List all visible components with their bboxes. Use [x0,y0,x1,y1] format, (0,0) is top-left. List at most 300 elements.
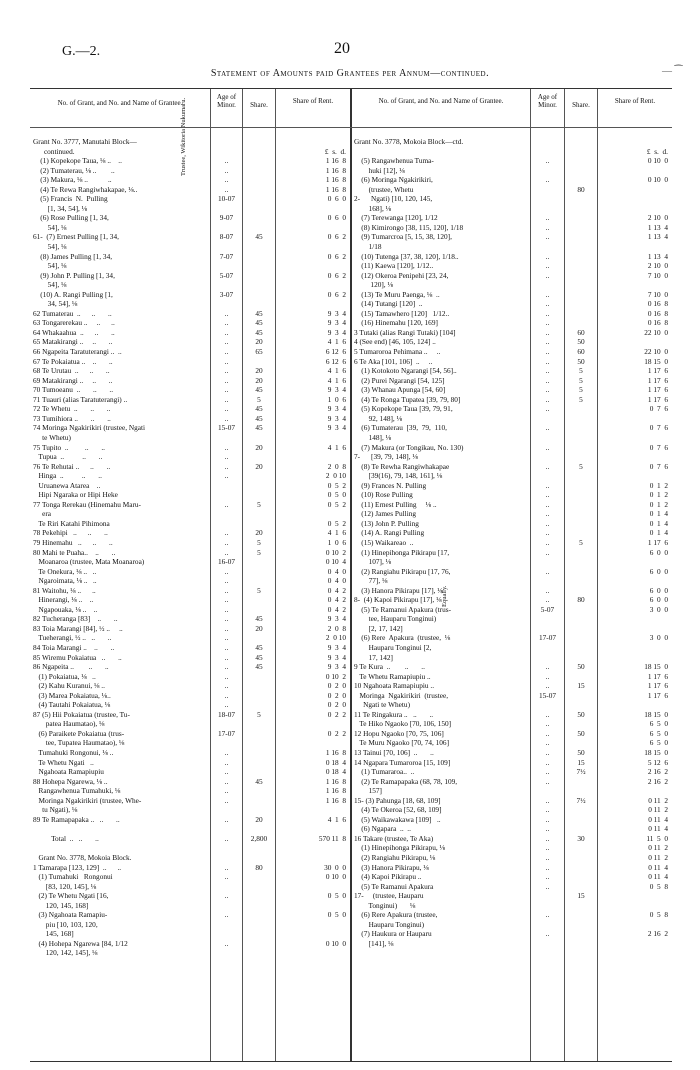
right-rent-cell [598,624,668,634]
left-share-cell: 5 [257,394,261,404]
right-rent-cell: 2 16 2 [647,929,668,939]
left-age-cell: .. [224,175,229,185]
left-rent-cell: 0 2 2 [327,728,346,738]
left-rent-cell: 1 0 6 [327,394,346,404]
right-name-cell: [141], ⅛ [354,938,394,948]
right-name-cell: (5) Waikawakawa [109] .. [354,814,441,824]
page-title: Statement of Amounts paid Grantees per Annum—continued. [210,68,490,79]
right-rent-cell: 6 5 0 [649,728,668,738]
right-name-cell: 7- [39, 79, 148], ⅛ [354,452,418,462]
left-share-cell [243,767,275,777]
left-age-cell: .. [224,366,229,376]
left-age-cell: .. [224,547,229,557]
left-age-cell: .. [224,184,229,194]
right-share-cell: 50 [577,356,585,366]
left-age-cell [211,433,242,443]
right-share-cell [565,271,597,281]
right-rent-cell: 6 0 0 [649,595,668,605]
right-age-cell: .. [545,757,550,767]
left-rent-cell: 0 2 0 [327,690,346,700]
right-age-cell: .. [545,289,550,299]
left-name-cell: piu [10, 103, 120, [33,919,98,929]
right-share-cell [565,490,597,500]
right-share-cell [565,309,597,319]
left-rent-cell: 9 3 4 [327,308,346,318]
left-rent-cell: 1 16 8 [325,175,346,185]
right-share-cell [565,261,597,271]
right-share-cell [565,528,597,538]
left-rent-cell: 6 12 6 [325,356,346,366]
right-age-cell: .. [545,509,550,519]
right-share-cell [565,471,597,481]
left-age-cell [211,805,242,815]
left-rent-cell: 0 18 4 [325,757,346,767]
right-age-cell: .. [545,356,550,366]
col-header-grant: No. of Grant, and No. and Name of Grantee. [57,99,183,107]
left-rent-cell: 0 6 2 [327,289,346,299]
left-share-cell [243,194,275,204]
right-age-cell: .. [545,824,550,834]
right-share-cell [565,567,597,577]
vertical-label-equally: Equally. [441,585,448,607]
right-rent-cell: 6 0 0 [649,547,668,557]
left-name-cell: (8) James Pulling [1, 34, [33,251,113,261]
left-name-cell: patea Haumatao), ⅛ [33,719,105,729]
left-name-cell: 62 Tumaterau .. .. .. [33,308,112,318]
right-share-cell: 50 [577,728,585,738]
left-age-cell [211,147,242,157]
left-rent-cell: 0 6 2 [327,251,346,261]
left-share-cell [243,280,275,290]
left-name-cell: tee, Tupatea Haumatao), ⅛ [33,738,125,748]
left-share-cell [243,758,275,768]
right-share-cell [565,414,597,424]
left-rent-cell: 0 5 2 [327,518,346,528]
left-age-cell: .. [224,623,229,633]
right-name-cell [354,147,530,157]
left-age-cell [211,882,242,892]
left-name-cell [33,843,209,853]
right-share-cell [565,815,597,825]
left-share-cell [243,299,275,309]
right-age-cell [531,471,564,481]
right-share-cell [565,633,597,643]
left-rent-cell [276,901,346,911]
left-name-cell: 89 Te Ramapapaka .. .. .. [33,814,120,824]
right-share-cell: 5 [579,366,583,376]
right-age-cell [531,920,564,930]
right-age-cell: .. [545,709,550,719]
right-share-cell [565,576,597,586]
right-age-cell [531,242,564,252]
left-age-cell: 5-07 [219,270,234,280]
left-share-cell: 45 [255,385,263,395]
right-rent-cell: 0 11 2 [648,805,668,815]
right-name-cell: Grant No. 3778, Mokoia Block—ctd. [354,137,464,146]
right-name-cell: 107], ⅛ [354,557,392,567]
left-name-cell: 75 Tupito .. .. .. [33,442,105,452]
right-name-cell: 168], ⅛ [354,203,392,213]
right-share-cell [565,509,597,519]
right-rent-cell: 0 1 4 [649,528,668,538]
right-name-cell: (7) Terewanga [120], 1/12 [354,213,438,223]
header-rule [30,127,672,128]
left-name-cell: (10) A. Rangi Pulling [1, [33,289,113,299]
left-rent-cell [276,223,346,233]
left-share-cell: 45 [255,614,263,624]
right-age-cell [531,700,564,710]
right-name-cell: (5) Kopekope Taua [39, 79, 91, [354,404,453,414]
left-age-cell [211,948,242,958]
left-share-cell: 20 [255,442,263,452]
left-rent-cell: 0 2 0 [327,681,346,691]
right-age-cell: .. [545,299,550,309]
left-share-cell [243,204,275,214]
left-share-cell [243,843,275,853]
left-name-cell: (5) Francis N. Pulling [33,194,108,204]
left-age-cell: .. [224,442,229,452]
left-name-cell: Grant No. 3778, Mokoia Block. [33,853,132,863]
right-share-cell: 30 [577,833,585,843]
left-age-cell [211,137,242,147]
right-share-cell [565,824,597,834]
right-share-cell: 7½ [576,795,586,805]
right-name-cell: [2, 17, 142] [354,623,403,633]
left-name-cell: continued. [33,146,75,156]
right-rent-cell: 3 0 0 [649,604,668,614]
left-age-cell: .. [224,604,229,614]
left-rent-cell: 1 16 8 [325,156,346,166]
left-age-cell: 7-07 [219,251,234,261]
left-rent-cell [276,433,346,443]
left-age-cell: .. [224,318,229,328]
left-share-cell [243,166,275,176]
left-age-cell: .. [224,652,229,662]
right-age-cell: .. [545,308,550,318]
left-share-cell [243,920,275,930]
right-share-cell [565,290,597,300]
left-name-cell: 120, 142, 145], ⅛ [33,948,98,958]
left-age-cell: .. [224,748,229,757]
right-name-cell: (15) Waikareao .. [354,537,414,547]
left-share-cell: 2,800 [250,833,268,843]
right-rent-cell: 2 10 0 [647,213,668,223]
right-age-cell: .. [545,318,550,328]
left-name-cell: Ngaroimata, ⅛ .. .. [33,576,97,586]
right-age-cell [531,901,564,911]
left-rent-cell: 0 2 0 [327,700,346,710]
left-name-cell: te Whetu) [33,432,71,442]
right-share-cell [565,548,597,558]
right-name-cell: 3 Tutaki (alias Rangi Tutaki) [104] [354,327,456,337]
right-name-cell: (6) Rere Apakura (trustee, [354,910,438,920]
right-age-cell: .. [545,814,550,824]
left-rent-cell: 1 16 8 [325,776,346,786]
left-age-cell: .. [224,404,229,414]
left-name-cell: (1) Tumahuki Rongonui [33,872,113,882]
left-name-cell: 79 Hinemahu .. .. .. [33,537,113,547]
left-name-cell: 76 Te Rehutai .. .. .. [33,461,111,471]
right-age-cell: .. [545,518,550,528]
left-share-cell: 45 [255,662,263,672]
left-rent-cell: 1 16 8 [325,165,346,175]
right-age-cell: .. [545,776,550,786]
right-rent-cell [598,643,668,653]
right-rent-cell: 0 16 8 [647,308,668,318]
left-age-cell: .. [224,776,229,786]
left-age-cell: .. [224,528,229,538]
right-rent-cell: 6 0 0 [649,566,668,576]
right-name-cell: (2) Te Ramapapaka (68, 78, 109, [354,776,458,786]
right-age-cell: .. [545,566,550,576]
left-share-cell [243,872,275,882]
left-age-cell: .. [224,337,229,347]
left-rent-cell [276,452,346,462]
left-rent-cell [276,299,346,309]
right-share-cell [565,318,597,328]
right-age-cell: 5-07 [540,604,555,614]
left-share-cell [243,824,275,834]
left-rent-cell: 4 1 6 [327,366,346,376]
left-share-cell [243,213,275,223]
left-age-cell [211,490,242,500]
left-name-cell: (3) Makura, ⅛ .. .. [33,175,112,185]
right-name-cell: Ngati te Whetu) [354,700,410,710]
left-age-cell: .. [224,757,229,767]
right-rent-cell: 1 17 6 [647,366,668,376]
left-rent-cell: 0 6 0 [327,194,346,204]
right-share-cell [565,194,597,204]
left-age-cell [211,509,242,519]
left-rent-cell: 4 1 6 [327,814,346,824]
left-name-cell: 72 Te Whetu .. .. .. [33,404,111,414]
left-name-cell: 70 Tumoeanu .. .. .. [33,385,114,395]
right-age-cell: .. [545,833,550,843]
left-share-cell [243,729,275,739]
right-rent-cell: 5 12 6 [647,757,668,767]
right-age-cell: .. [545,222,550,232]
right-name-cell: 9 Te Kura .. .. .. [354,662,425,672]
left-rent-cell: 0 10 0 [325,938,346,948]
right-rent-cell [598,576,668,586]
left-rent-cell [276,509,346,519]
right-age-cell: .. [545,929,550,939]
left-share-cell: 65 [255,347,263,357]
right-age-cell [531,452,564,462]
left-age-cell: .. [224,814,229,824]
right-rent-cell: 18 15 0 [644,662,668,672]
right-share-cell: 5 [579,385,583,395]
left-age-cell: 9-07 [219,213,234,223]
left-age-cell: .. [224,537,229,547]
left-rent-cell: 0 10 2 [325,547,346,557]
left-share-cell [243,691,275,701]
left-share-cell: 20 [255,623,263,633]
right-share-cell [565,853,597,863]
right-rent-cell: 0 7 6 [649,423,668,433]
right-rent-cell: 0 1 2 [649,490,668,500]
right-rent-cell [598,185,668,195]
right-name-cell: (3) Hanora Pikirapu, ⅛ [354,862,429,872]
right-name-cell: (5) Te Ramanui Apakura [354,881,434,891]
left-share-cell: 5 [257,547,261,557]
left-rent-cell: 9 3 4 [327,327,346,337]
left-name-cell: Te Riri Katahi Pihimona [33,518,110,528]
left-share-cell [243,576,275,586]
right-age-cell: .. [545,767,550,777]
right-age-cell: .. [545,385,550,395]
right-rent-cell: 1 17 6 [647,537,668,547]
left-name-cell: (4) Te Rewa Rangiwhakapae, ⅛.. [33,184,138,194]
left-name-cell: [83, 120, 145], ⅛ [33,881,97,891]
right-rent-cell: 3 0 0 [649,633,668,643]
left-name-cell: 61- (7) Ernest Pulling [1, 34, [33,232,119,242]
left-share-column [243,137,275,958]
right-age-cell: .. [545,490,550,500]
left-age-cell [211,738,242,748]
left-rent-cell [276,929,346,939]
right-name-cell: Moringa Ngakirikiri (trustee, [354,690,449,700]
right-age-cell [531,939,564,949]
right-share-cell [565,500,597,510]
left-age-cell: .. [224,375,229,385]
left-rent-cell: 2 0 8 [327,623,346,633]
right-rent-cell: 0 1 4 [649,509,668,519]
right-share-cell [565,643,597,653]
right-rent-cell: 0 11 2 [648,795,668,805]
col-header-grant: No. of Grant, and No. and Name of Grantee. [378,97,504,105]
right-age-cell [531,185,564,195]
right-name-cell: Hauparu Tonginui) [354,919,425,929]
right-age-cell: .. [545,423,550,433]
left-name-cell: Hipi Ngaraka or Hipi Heke [33,490,118,500]
left-name-cell: 73 Tumihiora .. .. .. [33,413,111,423]
left-age-cell: .. [224,413,229,423]
left-age-cell: .. [224,576,229,586]
right-share-cell [565,920,597,930]
left-rent-cell [276,280,346,290]
right-rent-column [598,137,668,948]
right-age-cell: .. [545,537,550,547]
doc-ref: G.—2. [62,44,101,59]
right-share-cell [565,423,597,433]
left-age-cell: .. [224,385,229,395]
left-rent-cell: 9 3 4 [327,662,346,672]
left-rent-cell: 0 5 2 [327,499,346,509]
right-name-cell: 148], ⅛ [354,432,392,442]
left-name-cell: (3) Marea Pokaiatua, ⅛.. [33,690,111,700]
right-age-cell: .. [545,499,550,509]
right-share-cell: 5 [579,461,583,471]
left-name-cell: 54], ⅛ [33,242,67,252]
left-share-cell: 5 [257,585,261,595]
left-rent-cell: 2 0 10 [325,471,346,481]
left-name-cell: (1) Kopekope Taua, ⅛ .. .. [33,156,122,166]
right-share-cell: 5 [579,537,583,547]
left-name-cell: 81 Waitohu, ⅛ .. .. [33,585,96,595]
left-share-cell: 45 [255,423,263,433]
left-share-cell [243,175,275,185]
left-age-column [211,137,242,958]
left-name-cell: (2) Kahu Kuranui, ⅛ .. [33,681,105,691]
right-name-cell: (trustee, Whetu [354,184,414,194]
right-name-cell: (13) John P. Pulling [354,518,419,528]
right-share-cell: 60 [577,347,585,357]
left-age-cell: .. [224,595,229,605]
right-name-cell: (6) Rere Apakura (trustee, ⅛ [354,633,451,643]
right-rent-cell: 1 13 4 [647,232,668,242]
right-rent-cell: 0 5 8 [649,910,668,920]
left-share-cell [243,357,275,367]
left-share-cell [243,185,275,195]
right-share-cell [565,166,597,176]
left-age-cell: .. [224,452,229,462]
right-age-cell: .. [545,404,550,414]
left-name-cell: 145, 168] [33,929,74,939]
right-age-cell [531,147,564,157]
left-name-cell: Hinerangi, ⅛ .. .. [33,595,94,605]
right-name-cell: (12) Okeroa Penipehi [23, 24, [354,270,449,280]
right-share-cell [565,805,597,815]
left-share-cell [243,242,275,252]
statement-table [30,88,672,1062]
right-share-cell [565,939,597,949]
left-rent-cell: 0 5 0 [327,490,346,500]
left-name-cell: Tumahuki Rongonui, ⅛ .. [33,748,114,757]
left-share-cell [243,519,275,529]
left-age-cell: .. [224,614,229,624]
left-name-cell: Moringa Ngakirikiri (trustee, Whe- [33,795,142,805]
right-rent-cell: 1 13 4 [647,251,668,261]
left-rent-cell: 0 5 0 [327,910,346,920]
right-rent-cell [598,242,668,252]
right-rent-cell: 0 11 4 [648,862,668,872]
right-share-cell [565,204,597,214]
left-age-cell: .. [224,681,229,691]
right-age-cell: .. [545,910,550,920]
right-name-cell: [39(16), 79, 148, 161], ⅛ [354,471,443,481]
right-rent-cell: 1 17 6 [647,671,668,681]
left-share-cell: 20 [255,337,263,347]
right-age-cell: .. [545,175,550,185]
left-age-cell [211,261,242,271]
right-age-cell [531,433,564,443]
left-rent-cell: 0 10 2 [325,671,346,681]
right-share-cell [565,137,597,147]
right-name-cell: (2) Purei Ngarangi [54, 125] [354,375,445,385]
left-rent-cell: 0 5 0 [327,891,346,901]
left-share-cell [243,137,275,147]
left-share-cell [243,738,275,748]
right-rent-cell: 6 0 0 [649,585,668,595]
left-name-cell: (2) Tumaterau, ⅛ .. .. [33,165,115,175]
right-share-cell [565,232,597,242]
left-share-cell [243,853,275,863]
right-rent-cell: 0 16 8 [647,318,668,328]
right-rent-cell: 0 11 4 [648,824,668,834]
right-age-cell: 15-07 [538,690,557,700]
left-age-cell: .. [224,156,229,166]
left-rent-cell [276,948,346,958]
right-rent-cell [598,433,668,443]
right-age-cell: .. [545,748,550,757]
left-age-cell: 16-07 [217,557,236,567]
left-share-cell: 45 [255,232,263,242]
right-share-cell [565,777,597,787]
right-share-cell [565,738,597,748]
left-share-cell: 45 [255,652,263,662]
left-share-cell [243,605,275,615]
